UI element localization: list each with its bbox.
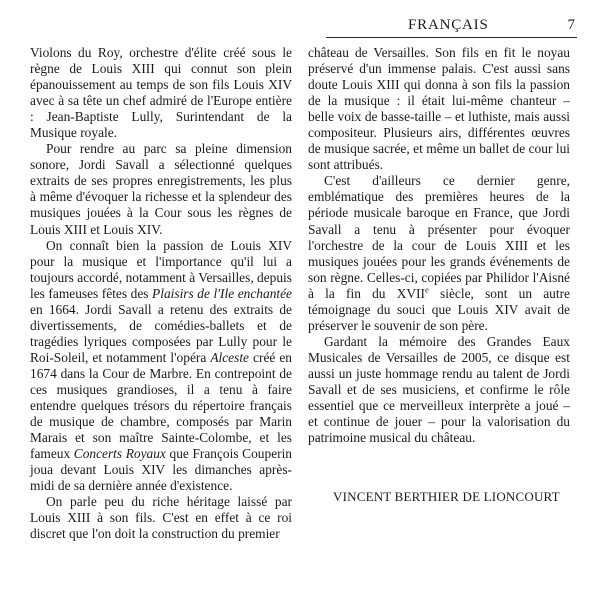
superscript: e: [424, 284, 429, 295]
page-number: 7: [567, 17, 575, 33]
text-run: siècle, sont un autre témoignage du souci que Louis XIV avait de préserver le souvenir de son père.: [308, 285, 570, 333]
paragraph: Violons du Roy, orchestre d'élite créé sous le règne de Louis XIII qui connut son plein épanouissement au temps de son fils Louis XIV avec à sa tête un chef admiré de l'Europe entière : Jean-Baptiste Lully, Surintendant de la Musique royale.: [30, 45, 292, 141]
paragraph: Pour rendre au parc sa pleine dimension sonore, Jordi Savall a sélectionné quelques extraits de ses propres enregistrements, les plus à même d'évoquer la richesse et la splendeur des musiques jouées à la Cour sous les règnes de Louis XIII et Louis XIV.: [30, 141, 292, 237]
text-run: que François Couperin joua devant Louis XIV les dimanches après-midi de sa dernière année d'existence.: [30, 446, 293, 494]
language-label: FRANÇAIS: [408, 17, 489, 33]
text-run: C'est d'ailleurs ce dernier genre, emblématique des premières heures de la période musicale baroque en France, que Jordi Savall a tenu à présenter pour évoquer l'orchestre de la cour de Louis XIII et les musiques jouées pour les grands événements de son règne. Celles-ci, copiées par Philidor l'Aisné à la fin du XVII: [308, 173, 570, 301]
text-run: créé en 1674 dans la Cour de Marbre. En contrepoint de ces musiques grandioses, il a tenu à faire entendre quelques trésors du répertoire français de musique de chambre, composés par Marin Marais et son maître Sainte-Colombe, et les fameux: [30, 349, 292, 462]
paragraph: Gardant la mémoire des Grandes Eaux Musicales de Versailles de 2005, ce disque est aussi un juste hommage rendu au talent de Jordi Savall et de ses musiciens, et confirme le rôle essentiel que ce merveilleux interprète a joué – et continue de jouer – pour la valorisation du patrimoine musical du château.: [308, 333, 570, 446]
text-run: On connaît bien la passion de Louis XIV pour la musique et l'importance qu'il lui a toujours accordé, notamment à Versailles, depuis les fameuses fêtes des: [30, 237, 292, 301]
paragraph: château de Versailles. Son fils en fit le noyau préservé d'un immense palais. C'est aussi sans doute Louis XIII qui donna à son fils la passion de la musique : il était lui-même chanteur – belle voix de basse-taille – et luthiste, mais aussi compositeur. Plusieurs airs, différentes œuvres de musique sacrée, et même un ballet de cour lui sont attribués.: [308, 45, 570, 173]
paragraph: [308, 173, 570, 333]
author-signature: VINCENT BERTHIER DE LIONCOURT: [333, 489, 560, 504]
header-rule: [326, 37, 577, 38]
left-column: [30, 45, 292, 542]
text-run: en 1664. Jordi Savall a retenu des extraits de divertissements, de comédies-ballets et de tragédies lyriques composées par Lully pour le Roi-Soleil, et notamment l'opéra: [30, 301, 292, 365]
page-header: [408, 15, 575, 37]
work-title: Alceste: [210, 349, 249, 365]
work-title: Concerts Royaux: [73, 446, 166, 462]
paragraph: [30, 238, 292, 495]
right-column: [308, 45, 570, 446]
work-title: Plaisirs de l'Ile enchantée: [152, 285, 292, 301]
paragraph: On parle peu du riche héritage laissé par Louis XIII à son fils. C'est en effet à ce roi discret que l'on doit la construction du premier: [30, 494, 292, 542]
